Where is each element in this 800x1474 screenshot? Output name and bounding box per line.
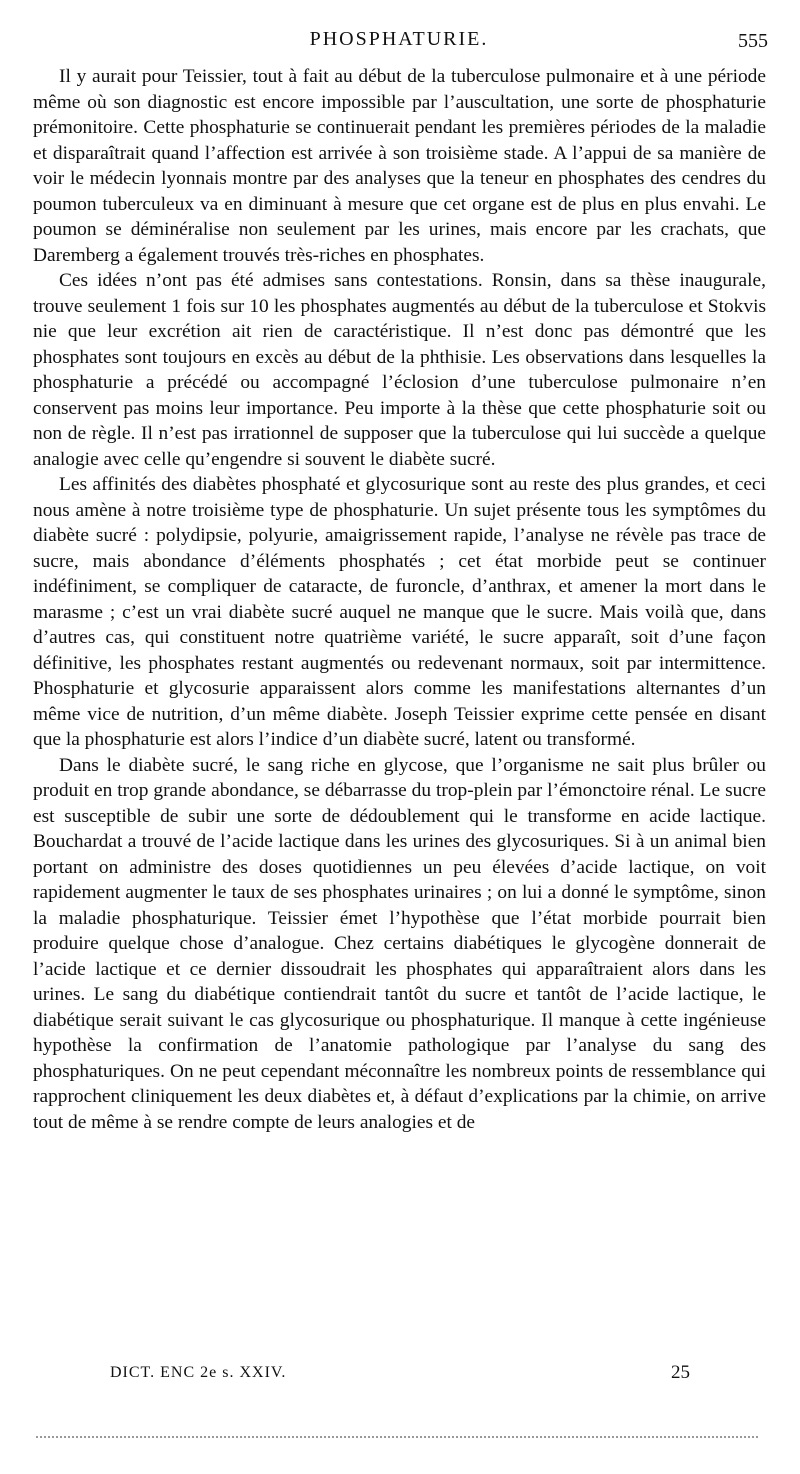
bleed-through-rule — [36, 1436, 758, 1438]
body-text — [33, 64, 766, 1135]
running-title: PHOSPHATURIE. — [309, 28, 489, 50]
paragraph-1: Il y aurait pour Teissier, tout à fait au début de la tuberculose pulmonaire et à une période même où son diagnostic est encore impossible par l’auscultation, une sorte de phosphaturie prémonitoire. Cette phosphaturie se continuerait pendant les premières périodes de la maladie et disparaîtrait quand l’affection est arrivée à son troisième stade. A l’appui de sa manière de voir le médecin lyonnais montre par des analyses que la teneur en phosphates des cendres du poumon tuberculeux va en diminuant à mesure que cet organe est de plus en plus envahi. Le poumon se déminéralise non seulement par les urines, mais encore par les crachats, que Daremberg a également trouvés très-riches en phosphates. — [33, 66, 766, 266]
paragraph-4: Dans le diabète sucré, le sang riche en glycose, que l’organisme ne sait plus brûler ou produit en trop grande abondance, se débarrasse du trop-plein par l’émonctoire rénal. Le sucre est susceptible de subir une sorte de dédoublement qui le transforme en acide lactique. Bouchardat a trouvé de l’acide lactique dans les urines des glycosuriques. Si à un animal bien portant on administre des doses quotidiennes un peu élevées d’acide lactique, on voit rapidement augmenter le taux de ses phosphates urinaires ; on lui a donné le symptôme, sinon la maladie phosphaturique. Teissier émet l’hypothèse que l’état morbide pourrait bien produire quelque chose d’analogue. Chez certains diabétiques le glycogène donnerait de l’acide lactique et ce dernier dissoudrait les phosphates qui apparaîtraient alors dans les urines. Le sang du diabétique contiendrait tantôt du sucre et tantôt de l’acide lactique, le diabétique serait suivant le cas glycosurique ou phosphaturique. Il manque à cette ingénieuse hypothèse la confirmation de l’anatomie pathologique par l’analyse du sang des phosphaturiques. On ne peut cependant méconnaître les nombreux points de ressemblance qui rapprochent cliniquement les deux diabètes et, à défaut d’explications par la chimie, on arrive tout de même à se rendre compte de leurs analogies et de — [33, 754, 766, 1133]
sheet-number: 25 — [671, 1362, 690, 1383]
page-number: 555 — [738, 30, 768, 52]
running-head — [30, 28, 768, 58]
page-footer — [110, 1364, 690, 1390]
printer-signature: DICT. ENC 2e s. XXIV. — [110, 1364, 287, 1381]
paragraph-2: Ces idées n’ont pas été admises sans contestations. Ronsin, dans sa thèse inaugurale, trouve seulement 1 fois sur 10 les phosphates augmentés au début de la tuberculose et Stokvis nie que leur excrétion ait rien de caractéristique. Il n’est donc pas démontré que les phosphates sont toujours en excès au début de la phthisie. Les observations dans lesquelles la phosphaturie a précédé ou accompagné l’éclosion d’une tuberculose pulmonaire n’en conservent pas moins leur importance. Peu importe à la thèse que cette phosphaturie soit ou non de règle. Il n’est pas irrationnel de supposer que la tuberculose qui lui succède a quelque analogie avec celle qu’engendre si souvent le diabète sucré. — [33, 270, 766, 470]
paragraph-3: Les affinités des diabètes phosphaté et glycosurique sont au reste des plus grandes, et ceci nous amène à notre troisième type de phosphaturie. Un sujet présente tous les symptômes du diabète sucré : polydipsie, polyurie, amaigrissement rapide, l’analyse ne révèle pas trace de sucre, mais abondance d’éléments phosphatés ; cet état morbide peut se continuer indéfiniment, se compliquer de cataracte, de furoncle, d’anthrax, et amener la mort dans le marasme ; c’est un vrai diabète sucré auquel ne manque que le sucre. Mais voilà que, dans d’autres cas, qui constituent notre quatrième variété, le sucre apparaît, soit d’une façon définitive, les phosphates restant augmentés ou redevenant normaux, soit par intermittence. Phosphaturie et glycosurie apparaissent alors comme les manifestations alternantes d’un même vice de nutrition, d’un même diabète. Joseph Teissier exprime cette pensée en disant que la phosphaturie est alors l’indice d’un diabète sucré, latent ou transformé. — [33, 474, 766, 750]
